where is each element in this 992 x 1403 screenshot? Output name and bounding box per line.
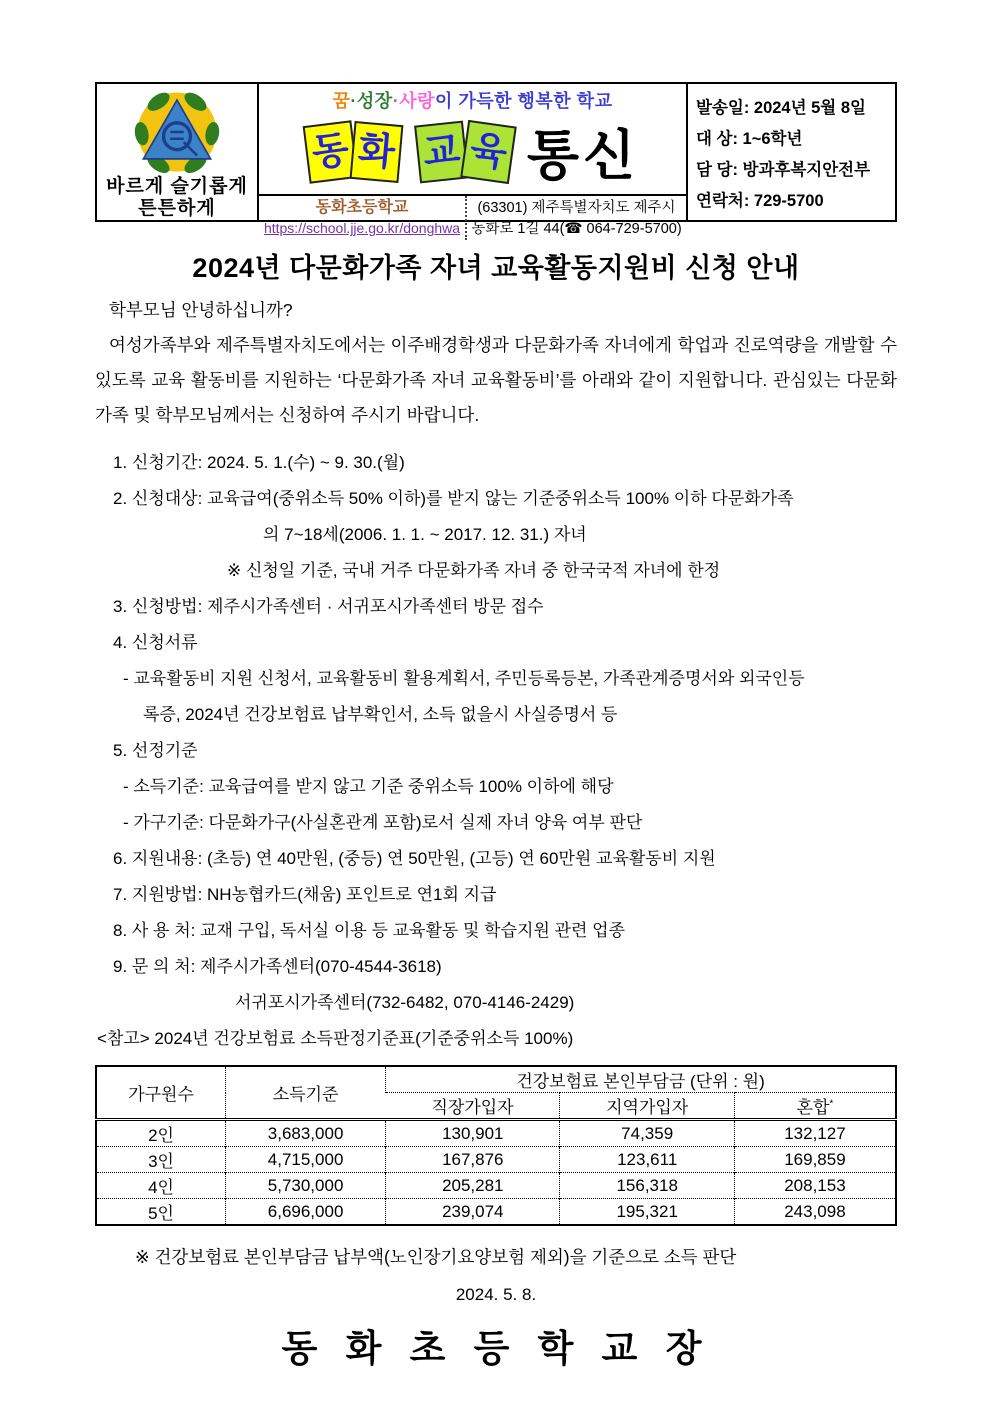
body-line: <참고> 2024년 건강보험료 소득판정기준표(기준중위소득 100%) [97, 1029, 574, 1048]
body-line: - 교육활동비 지원 신청서, 교육활동비 활용계획서, 주민등록등본, 가족관계증명서와 외국인등 [123, 669, 805, 688]
table-cell: 4인 [148, 1178, 174, 1197]
masthead-box: 동 [302, 120, 358, 184]
header-info-line: 연락처: 729-5700 [696, 191, 824, 210]
column-group-header: 건강보험료 본인부담금 (단위 : 원) [386, 1066, 896, 1093]
table-cell: 156,318 [560, 1173, 734, 1199]
principal-signature: 동 화 초 등 학 교 장 [281, 1328, 711, 1369]
newsletter-header [95, 82, 897, 237]
table-cell: 3,683,000 [226, 1120, 386, 1147]
column-header-employee: 직장가입자 [386, 1093, 560, 1120]
table-cell: 167,876 [386, 1147, 560, 1173]
masthead-box: 화 [349, 120, 403, 182]
table-cell: 4,715,000 [226, 1147, 386, 1173]
school-name: 동화초등학교 [315, 199, 409, 216]
table-cell: 243,098 [734, 1199, 896, 1226]
motto-line-1: 바르게 슬기롭게 [106, 176, 248, 197]
body-line: 4. 신청서류 [113, 633, 198, 652]
column-header-regional: 지역가입자 [560, 1093, 734, 1120]
table-cell: 123,611 [560, 1147, 734, 1173]
slogan-part: · [350, 91, 357, 111]
body-lines [95, 445, 897, 1057]
table-cell: 5인 [148, 1204, 174, 1223]
table-footnote: ※ 건강보험료 본인부담금 납부액(노인장기요양보험 제외)을 기준으로 소득 판단 [135, 1247, 737, 1267]
school-url-link[interactable]: https://school.jje.go.kr/donghwa [263, 220, 461, 236]
table-header [96, 1066, 896, 1120]
table-cell: 169,859 [734, 1147, 896, 1173]
table-cell: 205,281 [386, 1173, 560, 1199]
header-left-cell [97, 84, 259, 220]
table-row [96, 1120, 896, 1147]
table-cell: 6,696,000 [226, 1199, 386, 1226]
school-address-line-1: (63301) 제주특별자치도 제주시 [477, 200, 676, 216]
motto-line-2: 튼튼하게 [138, 198, 216, 219]
body-line: 8. 사 용 처: 교재 구입, 독서실 이용 등 교육활동 및 학습지원 관련 업종 [113, 921, 625, 940]
body-line: 의 7~18세(2006. 1. 1. ~ 2017. 12. 31.) 자녀 [263, 525, 587, 544]
table-cell: 208,153 [734, 1173, 896, 1199]
document-date: 2024. 5. 8. [455, 1285, 537, 1304]
body-line: - 가구기준: 다문화가구(사실혼관계 포함)로서 실제 자녀 양육 여부 판단 [123, 813, 643, 832]
body-line: - 소득기준: 교육급여를 받지 않고 기준 중위소득 100% 이하에 해당 [123, 777, 614, 796]
body-line: 록증, 2024년 건강보험료 납부확인서, 소득 없을시 사실증명서 등 [143, 705, 618, 724]
body-line: 7. 지원방법: NH농협카드(채움) 포인트로 연1회 지급 [113, 885, 497, 904]
document-title: 2024년 다문화가족 자녀 교육활동지원비 신청 안내 [192, 253, 800, 283]
table-row [96, 1173, 896, 1199]
intro-paragraph: 여성가족부와 제주특별자치도에서는 이주배경학생과 다문화가족 자녀에게 학업과 진로역량을 개발할 수 있도록 교육 활동비를 지원하는 ‘다문화가족 자녀 교육활동비’를 아래와 같이 지원합니다. 관심있는 다문화가족 및 학부모님께서는 신청하여 주시기 바랍니다. [95, 335, 897, 425]
masthead-boxes [306, 123, 513, 181]
table-row [96, 1199, 896, 1226]
table-cell: 2인 [148, 1126, 174, 1145]
body-line: 서귀포시가족센터(732-6482, 070-4146-2429) [235, 993, 575, 1012]
masthead-suffix: 통신 [526, 126, 640, 186]
body-line: 5. 선정기준 [113, 741, 198, 760]
mixed-label: 혼합 [796, 1098, 830, 1117]
body-line: ※ 신청일 기준, 국내 거주 다문화가족 자녀 중 한국국적 자녀에 한정 [227, 561, 721, 580]
slogan-part: 성장 [356, 91, 393, 111]
body-line: 3. 신청방법: 제주시가족센터 · 서귀포시가족센터 방문 접수 [113, 597, 544, 616]
body-line: 9. 문 의 처: 제주시가족센터(070-4544-3618) [113, 957, 442, 976]
header-info-line: 담 당: 방과후복지안전부 [696, 160, 871, 179]
header-info [688, 84, 895, 220]
table-row [96, 1147, 896, 1173]
body-line: 1. 신청기간: 2024. 5. 1.(수) ~ 9. 30.(월) [113, 453, 405, 472]
slogan-part: 사랑 [399, 91, 435, 111]
column-header-income: 소득기준 [226, 1066, 386, 1120]
slogan-part: · [392, 91, 400, 111]
table-cell: 239,074 [386, 1199, 560, 1226]
column-header-household: 가구원수 [128, 1085, 194, 1104]
body-line: 6. 지원내용: (초등) 연 40만원, (중등) 연 50만원, (고등) 연 60만원 교육활동비 지원 [113, 849, 716, 868]
greeting-text: 학부모님 안녕하십니까? [109, 300, 293, 320]
body-line: 2. 신청대상: 교육급여(중위소득 50% 이하)를 받지 않는 기준중위소득 100% 이하 다문화가족 [113, 489, 794, 508]
column-header-mixed [734, 1093, 896, 1120]
newsletter-page [95, 82, 897, 1372]
table-cell: 3인 [148, 1152, 174, 1171]
table-cell: 5,730,000 [226, 1173, 386, 1199]
header-slogan [259, 84, 686, 113]
school-info-row [259, 194, 686, 240]
masthead-box: 육 [460, 119, 517, 183]
school-address-line-2: 동화로 1길 44(☎ 064-729-5700) [471, 221, 682, 237]
school-name-cell [259, 196, 467, 240]
school-motto [106, 176, 248, 220]
table-body [96, 1120, 896, 1226]
newsletter-masthead [259, 113, 686, 194]
header-info-line: 대 상: 1~6학년 [696, 129, 803, 148]
school-address [467, 196, 686, 240]
table-cell: 132,127 [734, 1120, 896, 1147]
table-cell: 74,359 [560, 1120, 734, 1147]
table-cell: 130,901 [386, 1120, 560, 1147]
masthead-box: 교 [414, 120, 469, 183]
school-logo-icon [132, 90, 222, 174]
intro-section [95, 293, 897, 433]
slogan-part: 이 가득한 행복한 학교 [434, 91, 613, 111]
slogan-part: 꿈 [332, 91, 351, 111]
table-cell: 195,321 [560, 1199, 734, 1226]
header-info-line: 발송일: 2024년 5월 8일 [696, 98, 866, 117]
income-criteria-table [95, 1065, 897, 1226]
header-middle-cell [259, 84, 688, 237]
mixed-note-mark: * [829, 1098, 834, 1110]
